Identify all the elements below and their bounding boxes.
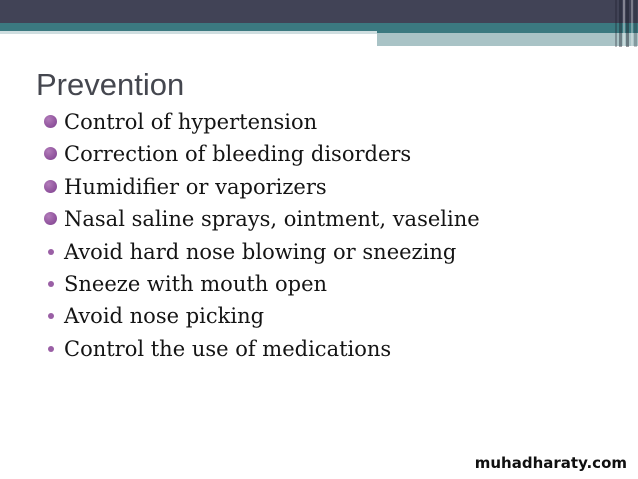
filled-circle-bullet-icon <box>44 212 57 225</box>
list-item <box>37 203 607 235</box>
corner-stripes-decoration <box>614 0 638 47</box>
header-dark-bar <box>0 0 638 23</box>
bullet-list-level1 <box>37 106 607 236</box>
small-dot-bullet-icon <box>48 346 54 352</box>
slide-title: Prevention <box>36 67 185 102</box>
list-item-label: Avoid nose picking <box>64 304 265 329</box>
small-dot-bullet-icon <box>48 249 54 255</box>
list-item <box>37 171 607 203</box>
list-item-label: Sneeze with mouth open <box>64 271 328 296</box>
watermark: muhadharaty.com <box>474 454 627 472</box>
bullet-list-level2 <box>37 236 607 366</box>
small-dot-bullet-icon <box>48 281 54 287</box>
list-item <box>37 138 607 170</box>
list-item-label: Nasal saline sprays, ointment, vaseline <box>64 207 480 232</box>
list-item <box>37 333 607 365</box>
slide-body <box>37 106 607 365</box>
small-dot-bullet-icon <box>48 313 54 319</box>
list-item-label: Correction of bleeding disorders <box>64 142 412 167</box>
list-item <box>37 300 607 332</box>
list-item <box>37 106 607 138</box>
list-item-label: Humidifier or vaporizers <box>64 174 327 199</box>
list-item <box>37 236 607 268</box>
filled-circle-bullet-icon <box>44 115 57 128</box>
list-item-label: Control of hypertension <box>64 110 318 134</box>
list-item-label: Avoid hard nose blowing or sneezing <box>64 239 457 264</box>
header-right-light-band <box>377 33 638 46</box>
list-item <box>37 268 607 300</box>
filled-circle-bullet-icon <box>44 180 57 193</box>
list-item-label: Control the use of medications <box>64 336 392 361</box>
filled-circle-bullet-icon <box>44 147 57 160</box>
